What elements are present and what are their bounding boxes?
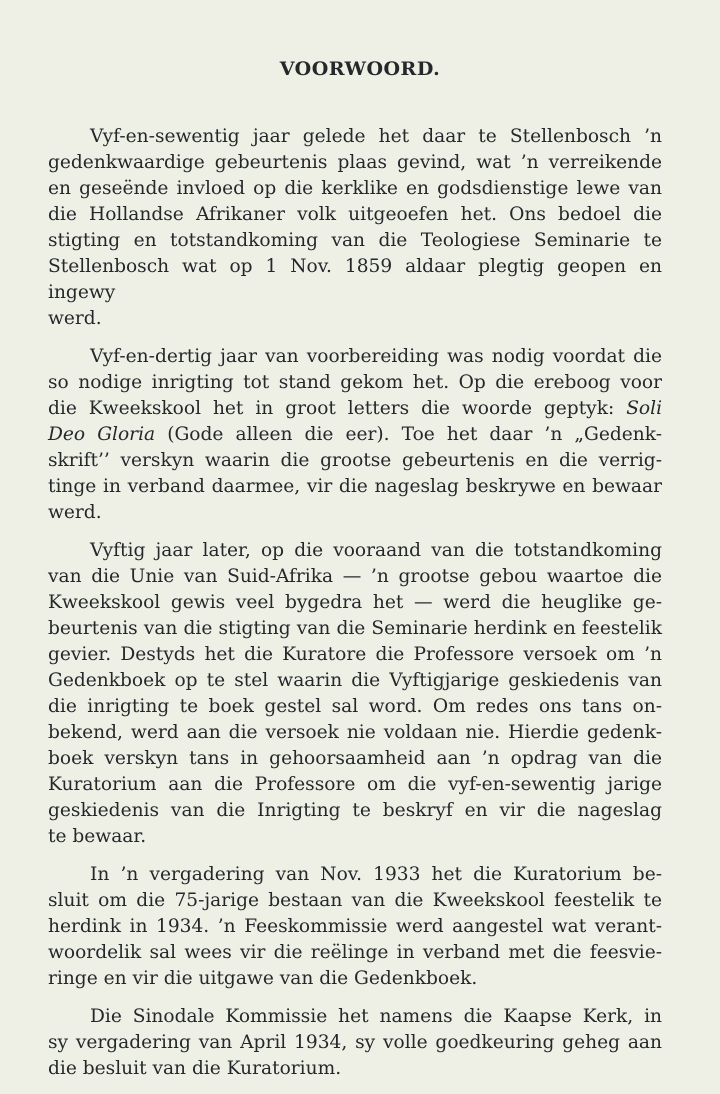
paragraph-5	[48, 1004, 662, 1082]
text-segment: (Gode alleen die eer). Toe het daar ’n „Gedenk-	[167, 424, 662, 445]
text-line: werd.	[48, 502, 102, 523]
text-line: Kweekskool gewis veel bygedra het — werd die heuglike ge-	[48, 592, 662, 613]
latin-phrase: Soli	[626, 398, 663, 419]
paragraph-4	[48, 862, 662, 992]
text-line: Die Sinodale Kommissie het namens die Kaapse Kerk, in	[90, 1006, 662, 1027]
paragraph-3	[48, 538, 662, 850]
text-line: gedenkwaardige gebeurtenis plaas gevind, wat ’n verreikende	[48, 152, 662, 173]
page-title: VOORWOORD.	[279, 58, 441, 80]
text-line: die besluit van die Kuratorium.	[48, 1058, 342, 1079]
preface-body	[48, 124, 662, 1094]
text-line: bekend, werd aan die versoek nie voldaan nie. Hierdie gedenk-	[48, 722, 662, 743]
text-line: sluit om die 75-jarige bestaan van die Kweekskool feestelik te	[48, 890, 662, 911]
text-line: herdink in 1934. ’n Feeskommissie werd aangestel wat verant-	[48, 916, 662, 937]
text-line: ringe en vir die uitgawe van die Gedenkboek.	[48, 968, 478, 989]
text-line: werd.	[48, 308, 102, 329]
paragraph-1	[48, 124, 662, 332]
text-line: Vyf-en-dertig jaar van voorbereiding was nodig voordat die	[90, 346, 662, 367]
text-line: stigting en totstandkoming van die Teologiese Seminarie te	[48, 230, 662, 251]
text-line: gevier. Destyds het die Kuratore die Professore versoek om ’n	[48, 644, 662, 665]
text-line: die Hollandse Afrikaner volk uitgeoefen het. Ons bedoel die	[48, 204, 662, 225]
text-line: boek verskyn tans in gehoorsaamheid aan ’n opdrag van die	[48, 748, 662, 769]
text-line: van die Unie van Suid-Afrika — ’n grootse gebou waartoe die	[48, 566, 662, 587]
text-line: Vyf-en-sewentig jaar gelede het daar te Stellenbosch ’n	[90, 126, 662, 147]
text-line: geskiedenis van die Inrigting te beskryf en vir die nageslag	[48, 800, 662, 821]
text-line: Gedenkboek op te stel waarin die Vyftigjarige geskiedenis van	[48, 670, 662, 691]
text-line: In ’n vergadering van Nov. 1933 het die Kuratorium be-	[90, 864, 662, 885]
text-line: en geseënde invloed op die kerklike en godsdienstige lewe van	[48, 178, 662, 199]
text-line: tinge in verband daarmee, vir die nageslag beskrywe en bewaar	[48, 476, 662, 497]
text-line-with-latin	[48, 396, 662, 422]
paragraph-2	[48, 344, 662, 526]
text-line: Stellenbosch wat op 1 Nov. 1859 aldaar plegtig geopen en ingewy	[48, 256, 662, 303]
text-line: beurtenis van die stigting van die Seminarie herdink en feestelik	[48, 618, 662, 639]
text-line: so nodige inrigting tot stand gekom het. Op die ereboog voor	[48, 372, 662, 393]
text-line: Kuratorium aan die Professore om die vyf-en-sewentig jarige	[48, 774, 662, 795]
text-line-with-latin	[48, 422, 662, 448]
text-segment: die Kweekskool het in groot letters die woorde geptyk:	[48, 398, 615, 419]
latin-phrase: Deo Gloria	[48, 424, 156, 445]
text-line: te bewaar.	[48, 826, 147, 847]
text-line: skrift’’ verskyn waarin die grootse gebeurtenis en die verrig-	[48, 450, 662, 471]
text-line: die inrigting te boek gestel sal word. Om redes ons tans on-	[48, 696, 662, 717]
text-line: sy vergadering van April 1934, sy volle goedkeuring geheg aan	[48, 1032, 662, 1053]
text-line: Vyftig jaar later, op die vooraand van die totstandkoming	[90, 540, 662, 561]
text-line: woordelik sal wees vir die reëlinge in verband met die feesvie-	[48, 942, 662, 963]
